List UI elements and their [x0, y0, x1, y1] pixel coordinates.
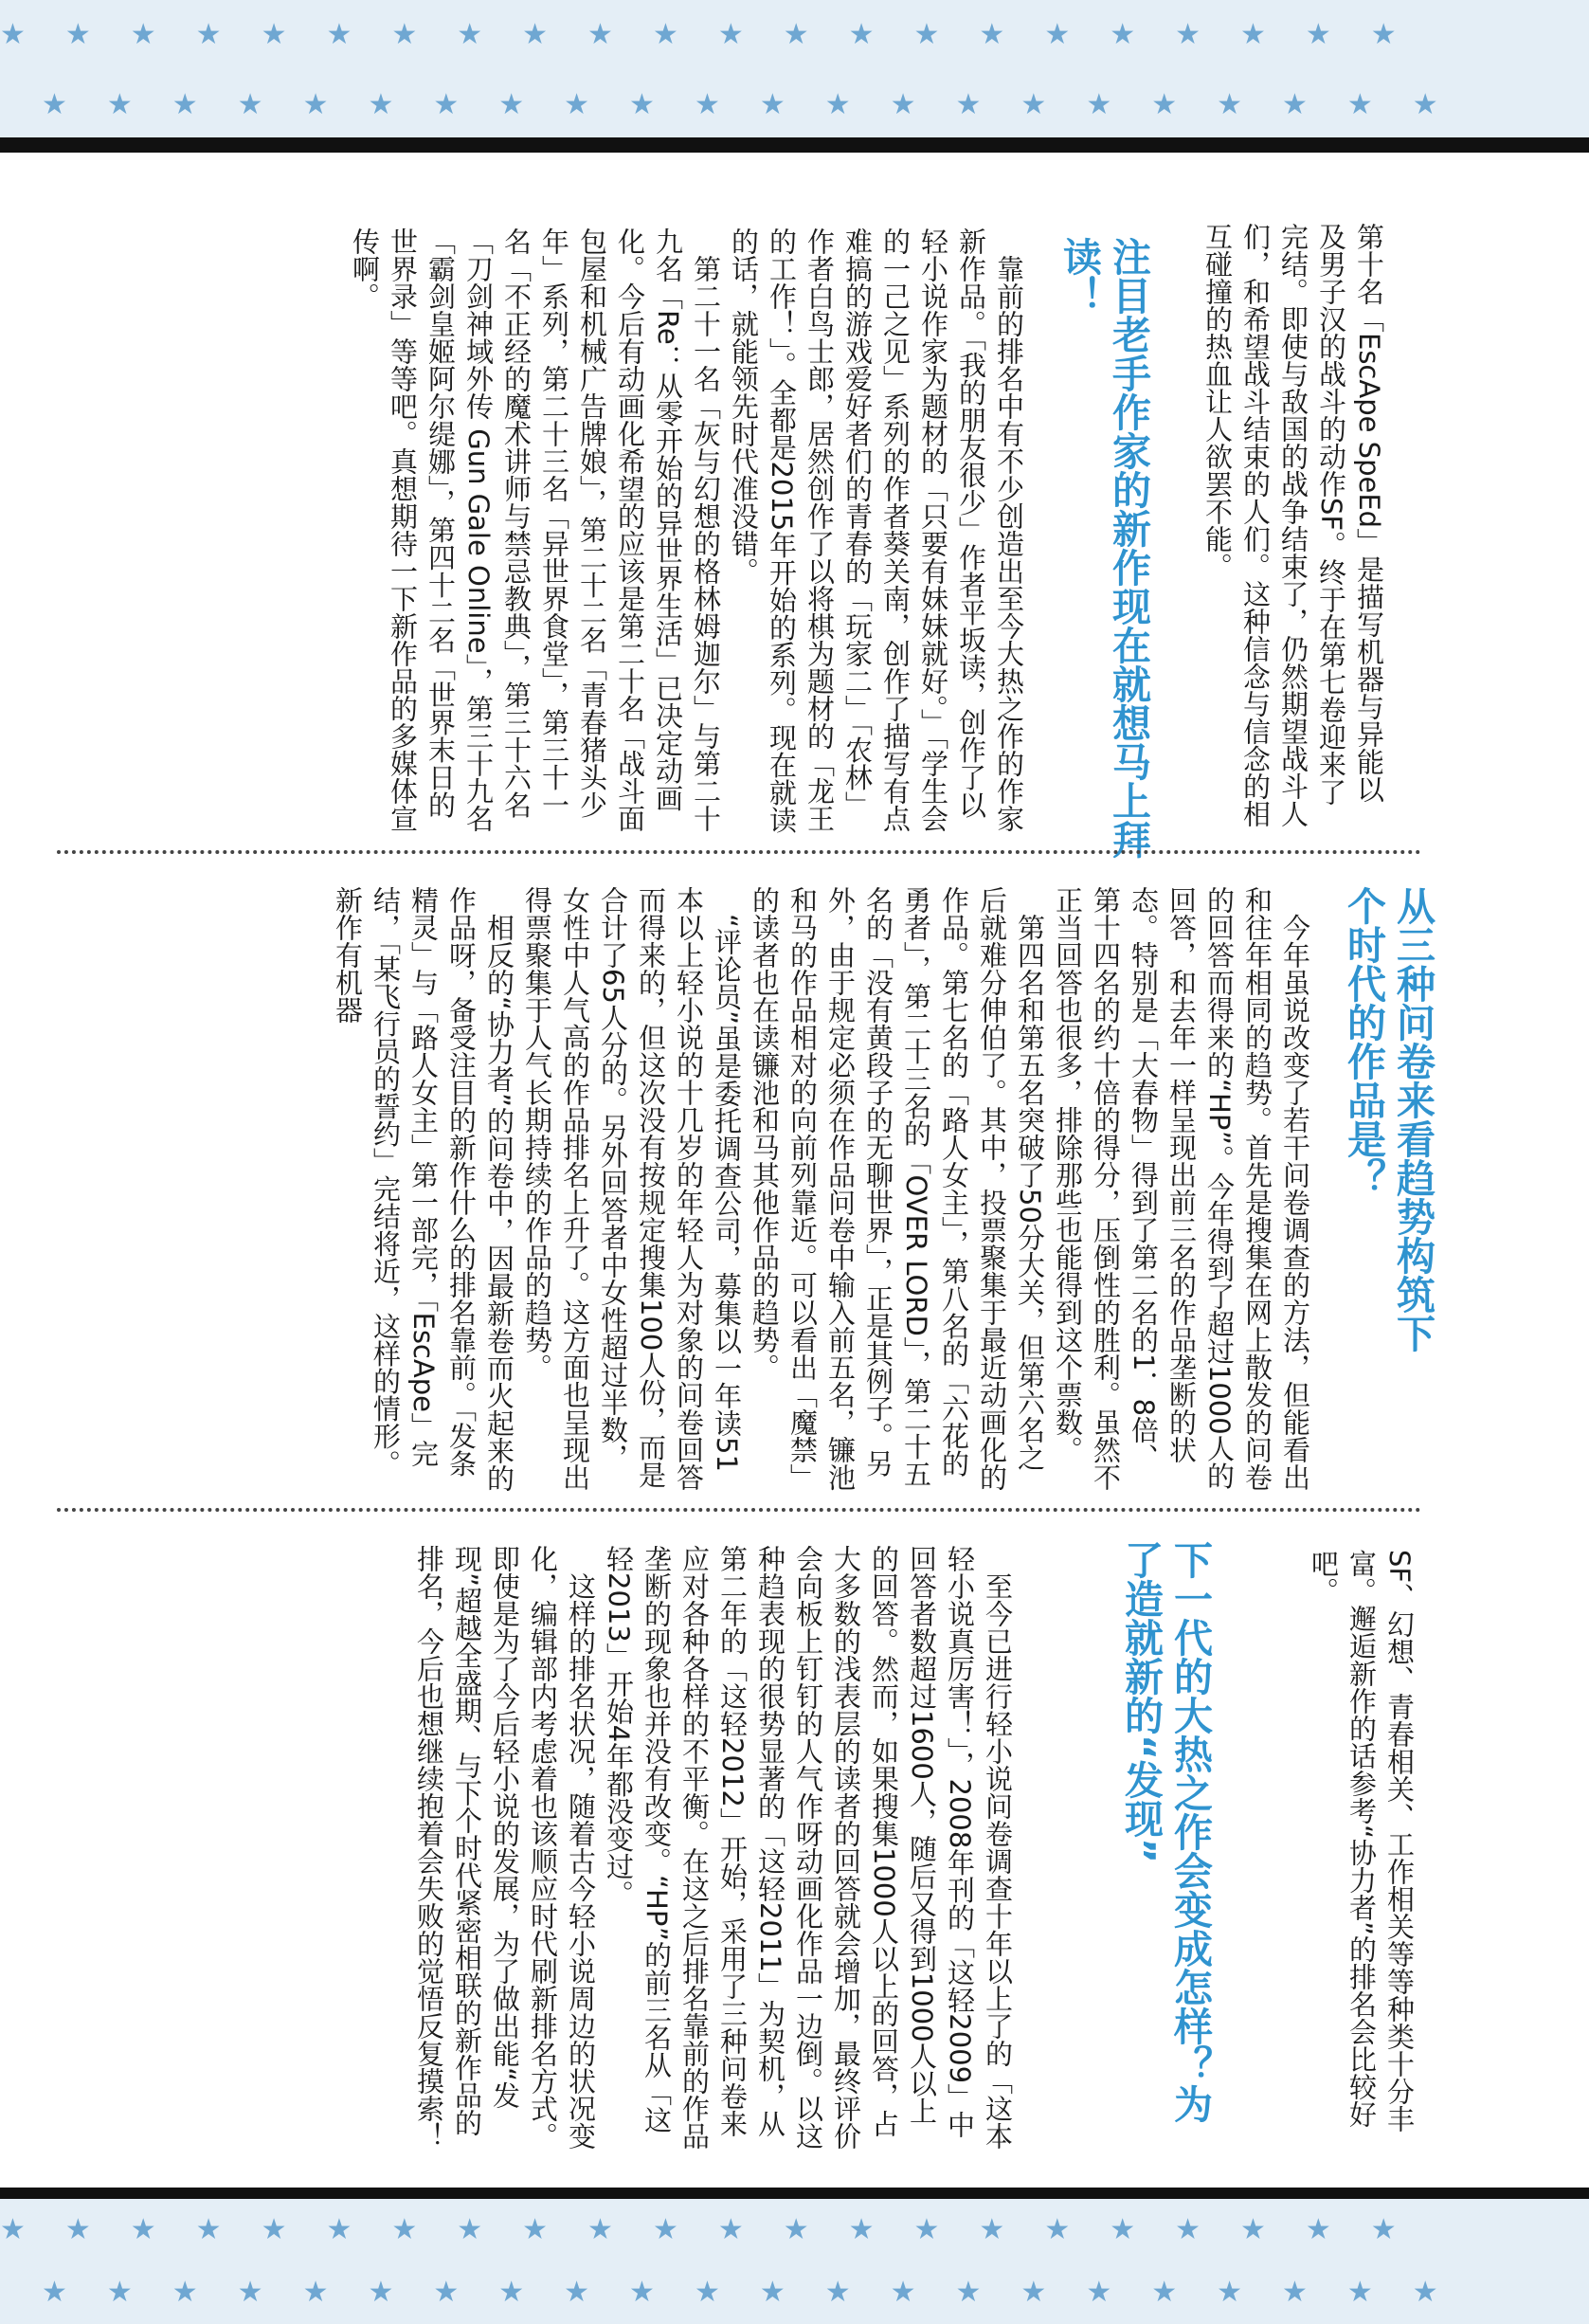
section3-intro-column	[1295, 1550, 1418, 2147]
section2-paragraph: 今年虽说改变了若干问卷调查的方法，但能看出和往年相同的趋势。首先是搜集在网上散发的问卷的回答而得来的“HP”。今年得到了超过1000人的回答，和去年一样呈现出前三名的作品垄断的状态。特别是「大春物」得到了第二名的1．8倍、第十四名的约十倍的得分，压倒性的胜利。虽然不正当回答也很多，排除那些也能得到这个票数。	[1052, 886, 1311, 1491]
star-row-icon: ★★★★★★★★★★★★★★★★★★★★★★	[0, 18, 1436, 51]
section1-heading: 注目老手作家的新作现在就想马上拜读！	[1056, 237, 1151, 859]
section1-intro-text: 第十名「EscApe SpeEd」是描写机器与异能以及男子汉的战斗的动作SF。终于在第七卷迎来了完结。即使与敌国的战争结束了，仍然期望战斗人们，和希望战斗结束的人们。这种信念与信念的相互碰撞的热血让人欲罢不能。	[1201, 223, 1385, 827]
section1-paragraph: 第二十一名「灰与幻想的格林姆迦尔」与第二十九名「Re：从零开始的异世界生活」已决定动画化。今后有动画化希望的应该是第二十名「战斗面包屋和机械广告牌娘」，第二十二名「青春猪头少年」系列，第二十三名「异世界食堂」，第三十一名「不正经的魔术讲师与禁忌教典」，第三十六名「刀剑神域外传 Gun Gale Online」，第三十九名「霸剑皇姬阿尔缇娜」，第四十二名「世界末日的世界录」等等吧。真想期待一下新作品的多媒体宣传啊。	[349, 227, 722, 833]
section3-intro-text: SF、幻想、青春相关、工作相关等等种类十分丰富。邂逅新作的话参考“协力者”的排名会比较好吧。	[1308, 1550, 1416, 2133]
bottom-star-border	[0, 2199, 1589, 2324]
top-star-border	[0, 0, 1589, 140]
section-divider	[57, 850, 1421, 854]
section1-intro-column	[1199, 223, 1388, 829]
star-row-icon: ★★★★★★★★★★★★★★★★★★★★★★	[42, 2276, 1478, 2309]
section-divider	[57, 1508, 1421, 1512]
section3-paragraph: 至今已进行轻小说问卷调查十年以上了的「这本轻小说真厉害！」，2008年刊的「这轻2009」中回答者数超过1600人，随后又得到1000人以上的回答。然而，如果搜集1000人以上的回答，占大多数的浅表层的读者的回答就会增加，最终评价会向板上钉钉的人气作呀动画化作品一边倒。以这种趋表现的很势显著的「这轻2011」为契机，从第二年的「这轻2012」开始，采用了三种问卷来应对各种各样的不平衡。在这之后排名靠前的作品垄断的现象也并没有改变。“HP”的前三名从「这轻2013」开始4年都没变过。	[603, 1545, 1014, 2150]
section2-paragraph: 第四名和第五名突破了50分大关，但第六名之后就难分伸伯了。其中，投票聚集于最近动画化的作品。第七名的「路人女主」，第八名的「六花的勇者」，第二十三名的「OVER LORD」，第二十五名的「没有黄段子的无聊世界」，正是其例子。另外，由于规定必须在作品问卷中输入前五名，镰池和马的作品相对的向前列靠近。可以看出「魔禁」的读者也在读镰池和马其他作品的趋势。	[749, 886, 1046, 1491]
section2-paragraph: 相反的“协力者”的问卷中，因最新卷而火起来的作品呀，备受注目的新作什么的排名靠前。「发条精灵」与「路人女主」第一部完，「EscApe」完结，「某飞行员的誓约」完结将近，这样的情形。新作有机器	[332, 886, 515, 1493]
section1-body	[117, 227, 1028, 834]
section2-body	[65, 886, 1314, 1493]
section1-paragraph: 靠前的排名中有不少创造出至今大热之作的作家新作品。「我的朋友很少」作者平坂读，创作了以轻小说作家为题材的「只要有妹妹就好。」「学生会的一己之见」系列的作者葵关南，创作了描写有点难搞的游戏爱好者们的青春的「玩家二」「农林」作者白鸟士郎，居然创作了以将棋为题材的「龙王的工作！」。全都是2015年开始的系列。现在就读的话，就能领先时代准没错。	[728, 227, 1025, 834]
section2-paragraph: “评论员”虽是委托调查公司，募集以一年读51本以上轻小说的十几岁的年轻人为对象的问卷回答而得来的，但这次没有按规定搜集100人份，而是合计了65人分的。另外回答者中女性超过半数，女性中人气高的作品排名上升了。这方面也呈现出得票聚集于人气长期持续的作品的趋势。	[521, 886, 743, 1491]
star-row-icon: ★★★★★★★★★★★★★★★★★★★★★★	[42, 88, 1478, 121]
section3-paragraph: 这样的排名状况，随着古今轻小说周边的状况变化，编辑部内考虑着也该顺应时代刷新排名方式。即使是为了今后轻小说的发展，为了做出能“发现”超越全盛期、与下个时代紧密相联的新作品的排名，今后也想继续抱着会失败的觉悟反复摸索！	[413, 1545, 597, 2150]
section3-heading: 下一代的大热之作会变成怎样？为了造就新的“发现”	[1118, 1540, 1213, 2123]
top-rule	[0, 137, 1589, 153]
section2-heading: 从三种问卷来看趋势构筑下个时代的作品是？	[1341, 886, 1436, 1353]
section3-body	[355, 1545, 1017, 2152]
star-row-icon: ★★★★★★★★★★★★★★★★★★★★★★	[0, 2213, 1436, 2246]
